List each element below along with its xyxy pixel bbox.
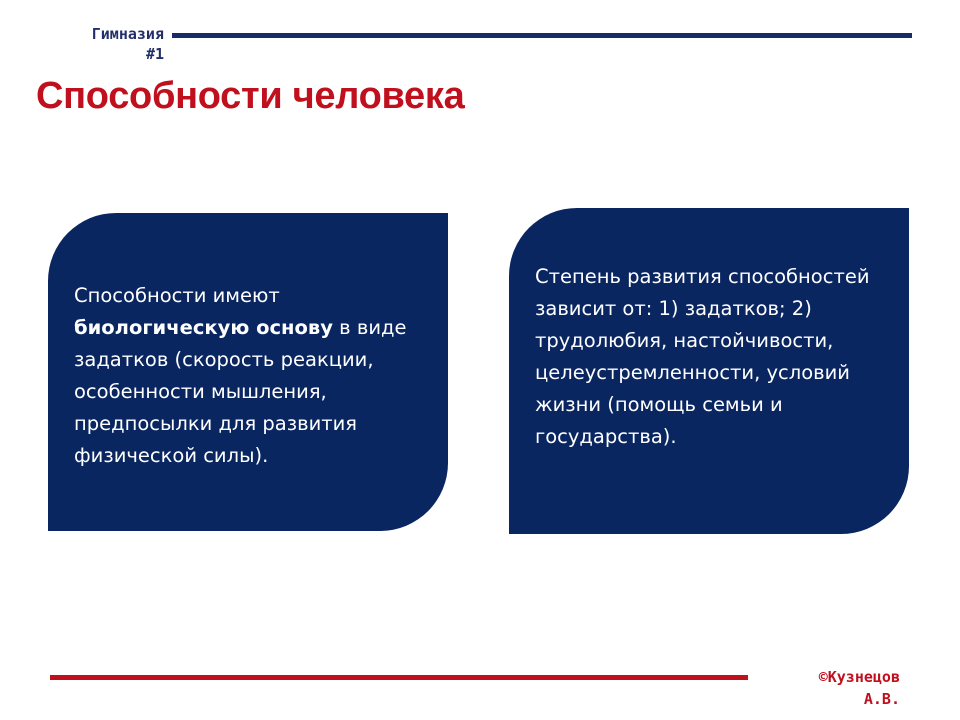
card-text-intro: Способности имеют — [74, 284, 280, 307]
page-title: Способности человека — [36, 75, 465, 117]
school-name: Гимназия — [91, 25, 164, 43]
author-name: ©Кузнецов — [818, 668, 900, 686]
footer-divider — [50, 675, 748, 680]
header-divider — [172, 33, 912, 38]
card-text-rest: в виде задатков (скорость реакции, особенности мышления, предпосылки для развития физической силы). — [74, 316, 407, 467]
card-biological-basis-text — [74, 280, 438, 472]
card-biological-basis — [48, 213, 448, 531]
card-development-factors — [509, 208, 909, 534]
card-development-factors-text: Степень развития способностей зависит от: 1) задатков; 2) трудолюбия, настойчивости, целеустремленности, условий жизни (помощь семьи и государства). — [535, 265, 870, 448]
card-text-emphasis: биологическую основу — [74, 316, 333, 339]
school-label — [52, 24, 164, 64]
author-credit — [770, 666, 900, 710]
author-initials: А.В. — [863, 690, 900, 708]
school-number: #1 — [145, 45, 164, 63]
